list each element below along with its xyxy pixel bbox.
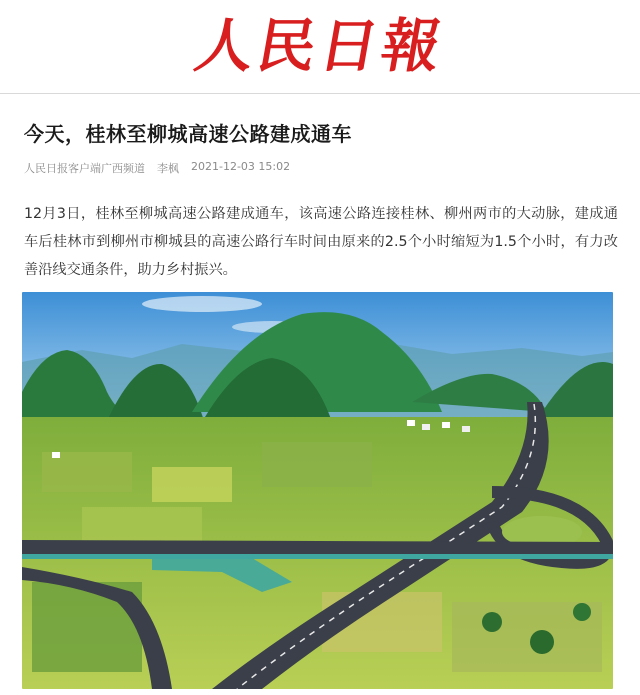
article-photo — [22, 292, 613, 689]
header-divider — [0, 93, 640, 94]
article-source[interactable]: 人民日报客户端广西频道 — [24, 162, 145, 175]
aerial-highway-image — [22, 292, 613, 689]
masthead — [0, 0, 640, 92]
article-author: 李枫 — [157, 162, 179, 175]
newspaper-logo: 人民日報 — [189, 12, 450, 80]
article-datetime: 2021-12-03 15:02 — [191, 160, 291, 173]
article-title: 今天，桂林至柳城高速公路建成通车 — [24, 122, 352, 146]
article-meta — [24, 160, 290, 176]
article-paragraph: 12月3日，桂林至柳城高速公路建成通车，该高速公路连接桂林、柳州两市的大动脉，建成通车后桂林市到柳州市柳城县的高速公路行车时间由原来的2.5个小时缩短为1.5个小时，有力改善沿线交通条件，助力乡村振兴。 — [24, 206, 618, 278]
